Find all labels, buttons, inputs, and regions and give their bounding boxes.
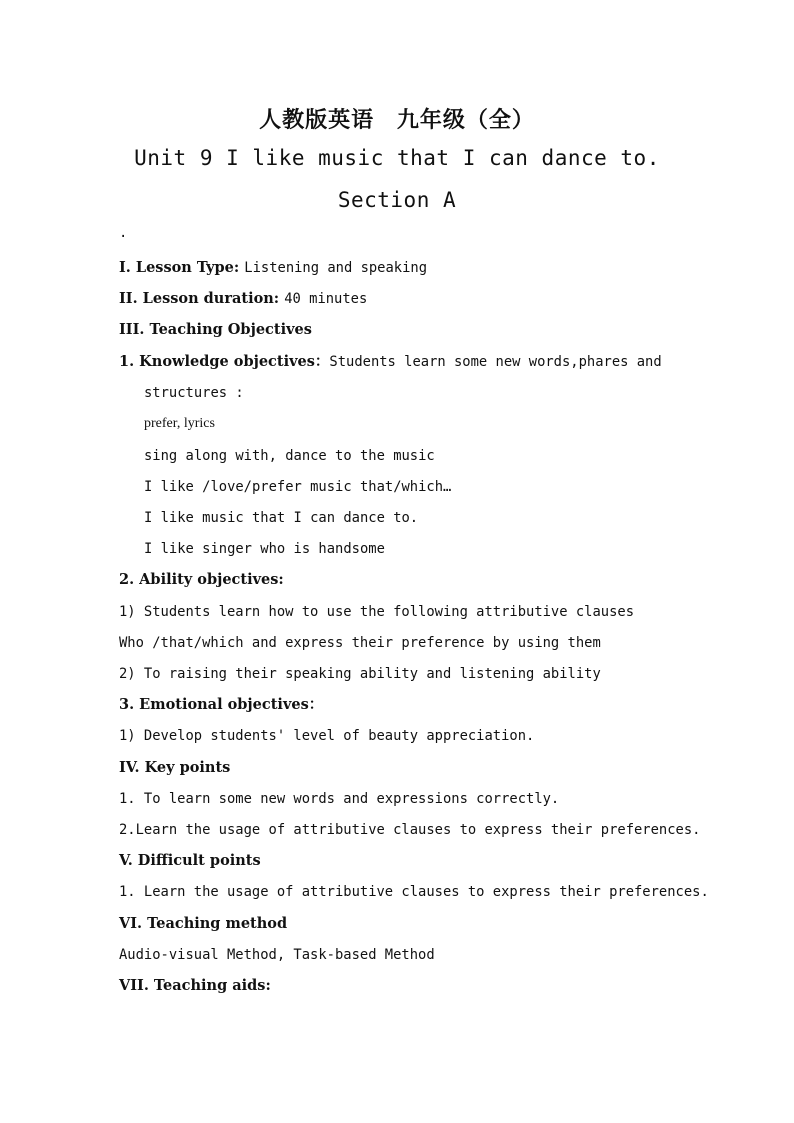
lesson-type-label: I. Lesson Type: xyxy=(119,259,245,276)
bullet-dot: · xyxy=(119,229,128,245)
teaching-method-heading: VI. Teaching method xyxy=(119,915,288,932)
knowledge-objectives-label: 1. Knowledge objectives： xyxy=(119,353,330,370)
knowledge-item: I like singer who is handsome xyxy=(144,541,385,557)
difficult-points-heading: V. Difficult points xyxy=(119,852,261,869)
knowledge-objectives-value: Students learn some new words,phares and xyxy=(329,354,662,370)
teaching-aids-heading: VII. Teaching aids: xyxy=(119,977,271,994)
ability-objectives-line: 2) To raising their speaking ability and listening ability xyxy=(119,666,601,682)
lesson-type-value: Listening and speaking xyxy=(244,260,428,276)
ability-objectives-line: Who /that/which and express their preference by using them xyxy=(119,635,601,651)
knowledge-item: sing along with, dance to the music xyxy=(144,448,435,464)
lesson-duration-value: 40 minutes xyxy=(284,291,368,307)
teaching-method-value: Audio-visual Method, Task-based Method xyxy=(119,947,435,963)
lesson-duration-label: II. Lesson duration: xyxy=(119,290,285,307)
knowledge-objectives-line xyxy=(119,353,662,371)
key-points-line: 2.Learn the usage of attributive clauses to express their preferences. xyxy=(119,822,701,838)
knowledge-item: I like /love/prefer music that/which… xyxy=(144,479,452,495)
emotional-objectives-line: 1) Develop students' level of beauty appreciation. xyxy=(119,728,535,744)
emotional-objectives-heading: 3. Emotional objectives： xyxy=(119,696,324,713)
teaching-objectives-heading: III. Teaching Objectives xyxy=(119,321,312,338)
lesson-duration-line xyxy=(119,290,367,308)
key-points-line: 1. To learn some new words and expressions correctly. xyxy=(119,791,560,807)
document-title: 人教版英语 九年级（全） xyxy=(259,107,535,133)
ability-objectives-heading: 2. Ability objectives: xyxy=(119,571,284,588)
knowledge-item: I like music that I can dance to. xyxy=(144,510,419,526)
unit-title: Unit 9 I like music that I can dance to. xyxy=(134,146,660,170)
ability-objectives-line: 1) Students learn how to use the following attributive clauses xyxy=(119,604,634,620)
knowledge-item: prefer, lyrics xyxy=(144,416,215,431)
section-title: Section A xyxy=(337,188,457,212)
knowledge-objectives-continuation: structures : xyxy=(144,385,244,401)
key-points-heading: IV. Key points xyxy=(119,759,231,776)
lesson-type-line xyxy=(119,259,427,277)
difficult-points-line: 1. Learn the usage of attributive clauses to express their preferences. xyxy=(119,884,709,900)
